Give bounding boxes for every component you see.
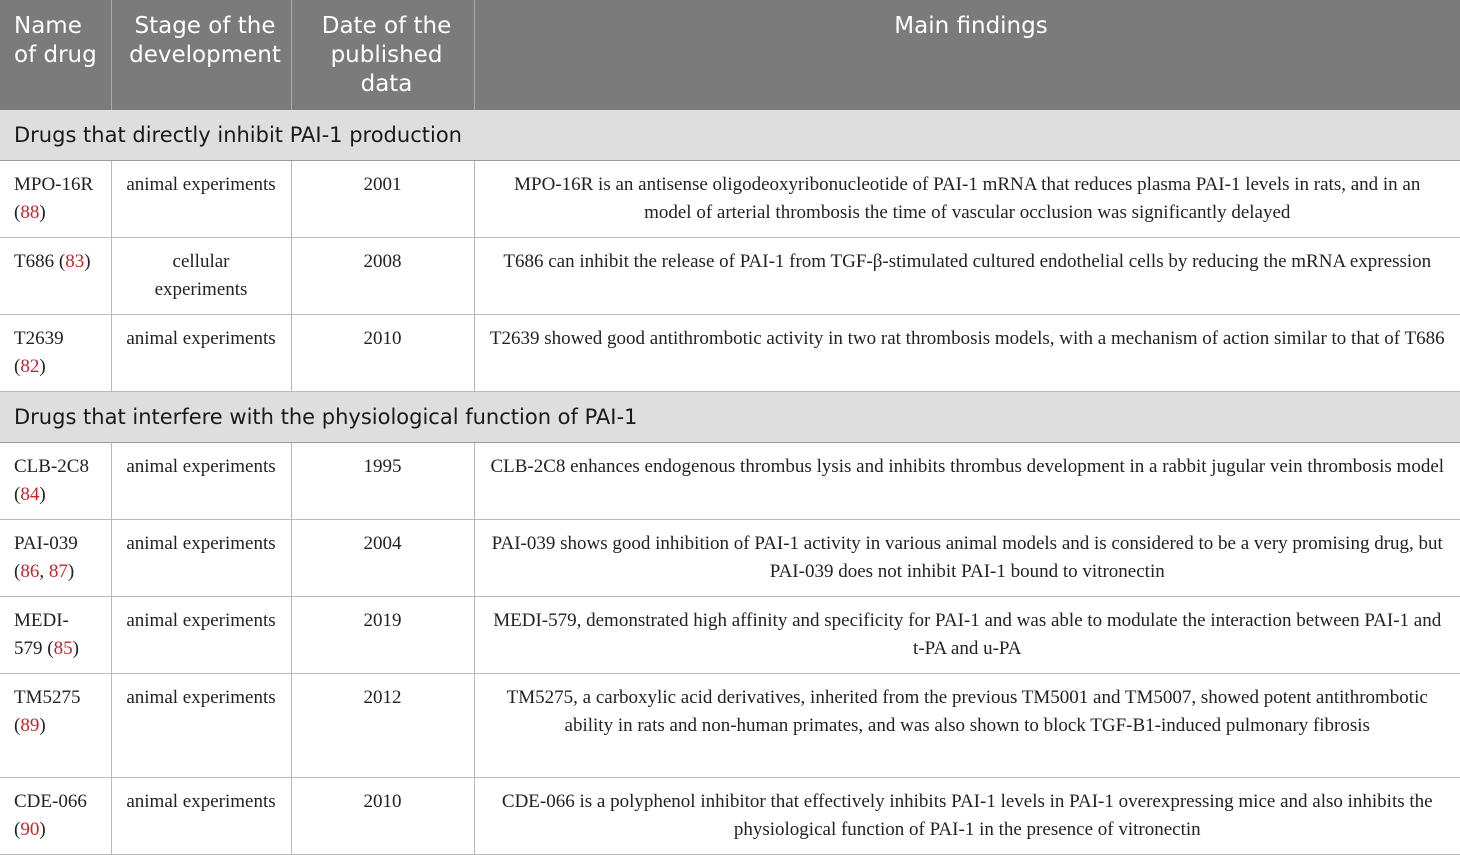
date-cell: 1995 [291,443,474,520]
drug-name: CLB-2C8 [14,456,89,477]
findings-cell: CLB-2C8 enhances endogenous thrombus lysis and inhibits thrombus development in a rabbit jugular vein thrombosis model [474,443,1460,520]
findings-cell: T2639 showed good antithrombotic activity in two rat thrombosis models, with a mechanism of action similar to that of T686 [474,315,1460,392]
findings-cell: CDE-066 is a polyphenol inhibitor that effectively inhibits PAI-1 levels in PAI-1 overexpressing mice and also inhibits the physiological function of PAI-1 in the presence of vitronectin [474,778,1460,855]
reference-link[interactable]: 84 [20,484,40,505]
table-row [0,315,1460,392]
table-body [0,110,1460,855]
table-row [0,674,1460,778]
drug-name: MEDI-579 [14,610,69,659]
date-cell: 2004 [291,520,474,597]
stage-cell: animal experiments [111,315,291,392]
drug-name-cell: CDE-066 (90) [0,778,111,855]
reference-link[interactable]: 90 [20,819,40,840]
findings-cell: MPO-16R is an antisense oligodeoxyribonucleotide of PAI-1 mRNA that reduces plasma PAI-1 levels in rats, and in an model of arterial thrombosis the time of vascular occlusion was significantly delayed [474,161,1460,238]
table-row [0,778,1460,855]
date-cell: 2010 [291,315,474,392]
drug-name-cell: PAI-039 (86, 87) [0,520,111,597]
stage-cell: animal experiments [111,597,291,674]
stage-cell: cellular experiments [111,238,291,315]
findings-cell: TM5275, a carboxylic acid derivatives, inherited from the previous TM5001 and TM5007, showed potent antithrombotic ability in rats and non-human primates, and was also shown to block TGF-B1-induced pulmonary fibrosis [474,674,1460,778]
drug-name: TM5275 [14,687,81,708]
drug-name-cell: CLB-2C8 (84) [0,443,111,520]
reference-link[interactable]: 88 [20,202,40,223]
findings-cell: T686 can inhibit the release of PAI-1 from TGF-β-stimulated cultured endothelial cells by reducing the mRNA expression [474,238,1460,315]
drug-name: CDE-066 [14,791,87,812]
section-title: Drugs that interfere with the physiological function of PAI-1 [0,392,1460,443]
findings-cell: PAI-039 shows good inhibition of PAI-1 activity in various animal models and is considered to be a very promising drug, but PAI-039 does not inhibit PAI-1 bound to vitronectin [474,520,1460,597]
date-cell: 2001 [291,161,474,238]
section-row [0,392,1460,443]
drug-name: MPO-16R [14,174,94,195]
reference-link[interactable]: 89 [20,715,40,736]
drug-name: T686 [14,251,55,272]
stage-cell: animal experiments [111,520,291,597]
header-drug-name: Name of drug [0,0,111,110]
drug-name-cell: T2639 (82) [0,315,111,392]
header-stage: Stage of the development [111,0,291,110]
section-row [0,110,1460,161]
table-row [0,520,1460,597]
table-header [0,0,1460,110]
table-row [0,597,1460,674]
findings-cell: MEDI-579, demonstrated high affinity and specificity for PAI-1 and was able to modulate the interaction between PAI-1 and t-PA and u-PA [474,597,1460,674]
reference-link[interactable]: 82 [20,356,40,377]
date-cell: 2010 [291,778,474,855]
drug-name-cell: MPO-16R (88) [0,161,111,238]
drug-name-cell: TM5275 (89) [0,674,111,778]
table-row [0,443,1460,520]
table-row [0,238,1460,315]
date-cell: 2012 [291,674,474,778]
date-cell: 2019 [291,597,474,674]
stage-cell: animal experiments [111,674,291,778]
drug-name: PAI-039 [14,533,78,554]
section-title: Drugs that directly inhibit PAI-1 production [0,110,1460,161]
stage-cell: animal experiments [111,443,291,520]
reference-link[interactable]: 85 [53,638,73,659]
header-date: Date of the published data [291,0,474,110]
reference-link[interactable]: 87 [48,561,68,582]
stage-cell: animal experiments [111,778,291,855]
drug-name: T2639 [14,328,64,349]
drug-name-cell: T686 (83) [0,238,111,315]
stage-cell: animal experiments [111,161,291,238]
table-row [0,161,1460,238]
date-cell: 2008 [291,238,474,315]
reference-link[interactable]: 86 [20,561,40,582]
header-findings: Main findings [474,0,1460,110]
drug-name-cell: MEDI-579 (85) [0,597,111,674]
reference-link[interactable]: 83 [65,251,85,272]
